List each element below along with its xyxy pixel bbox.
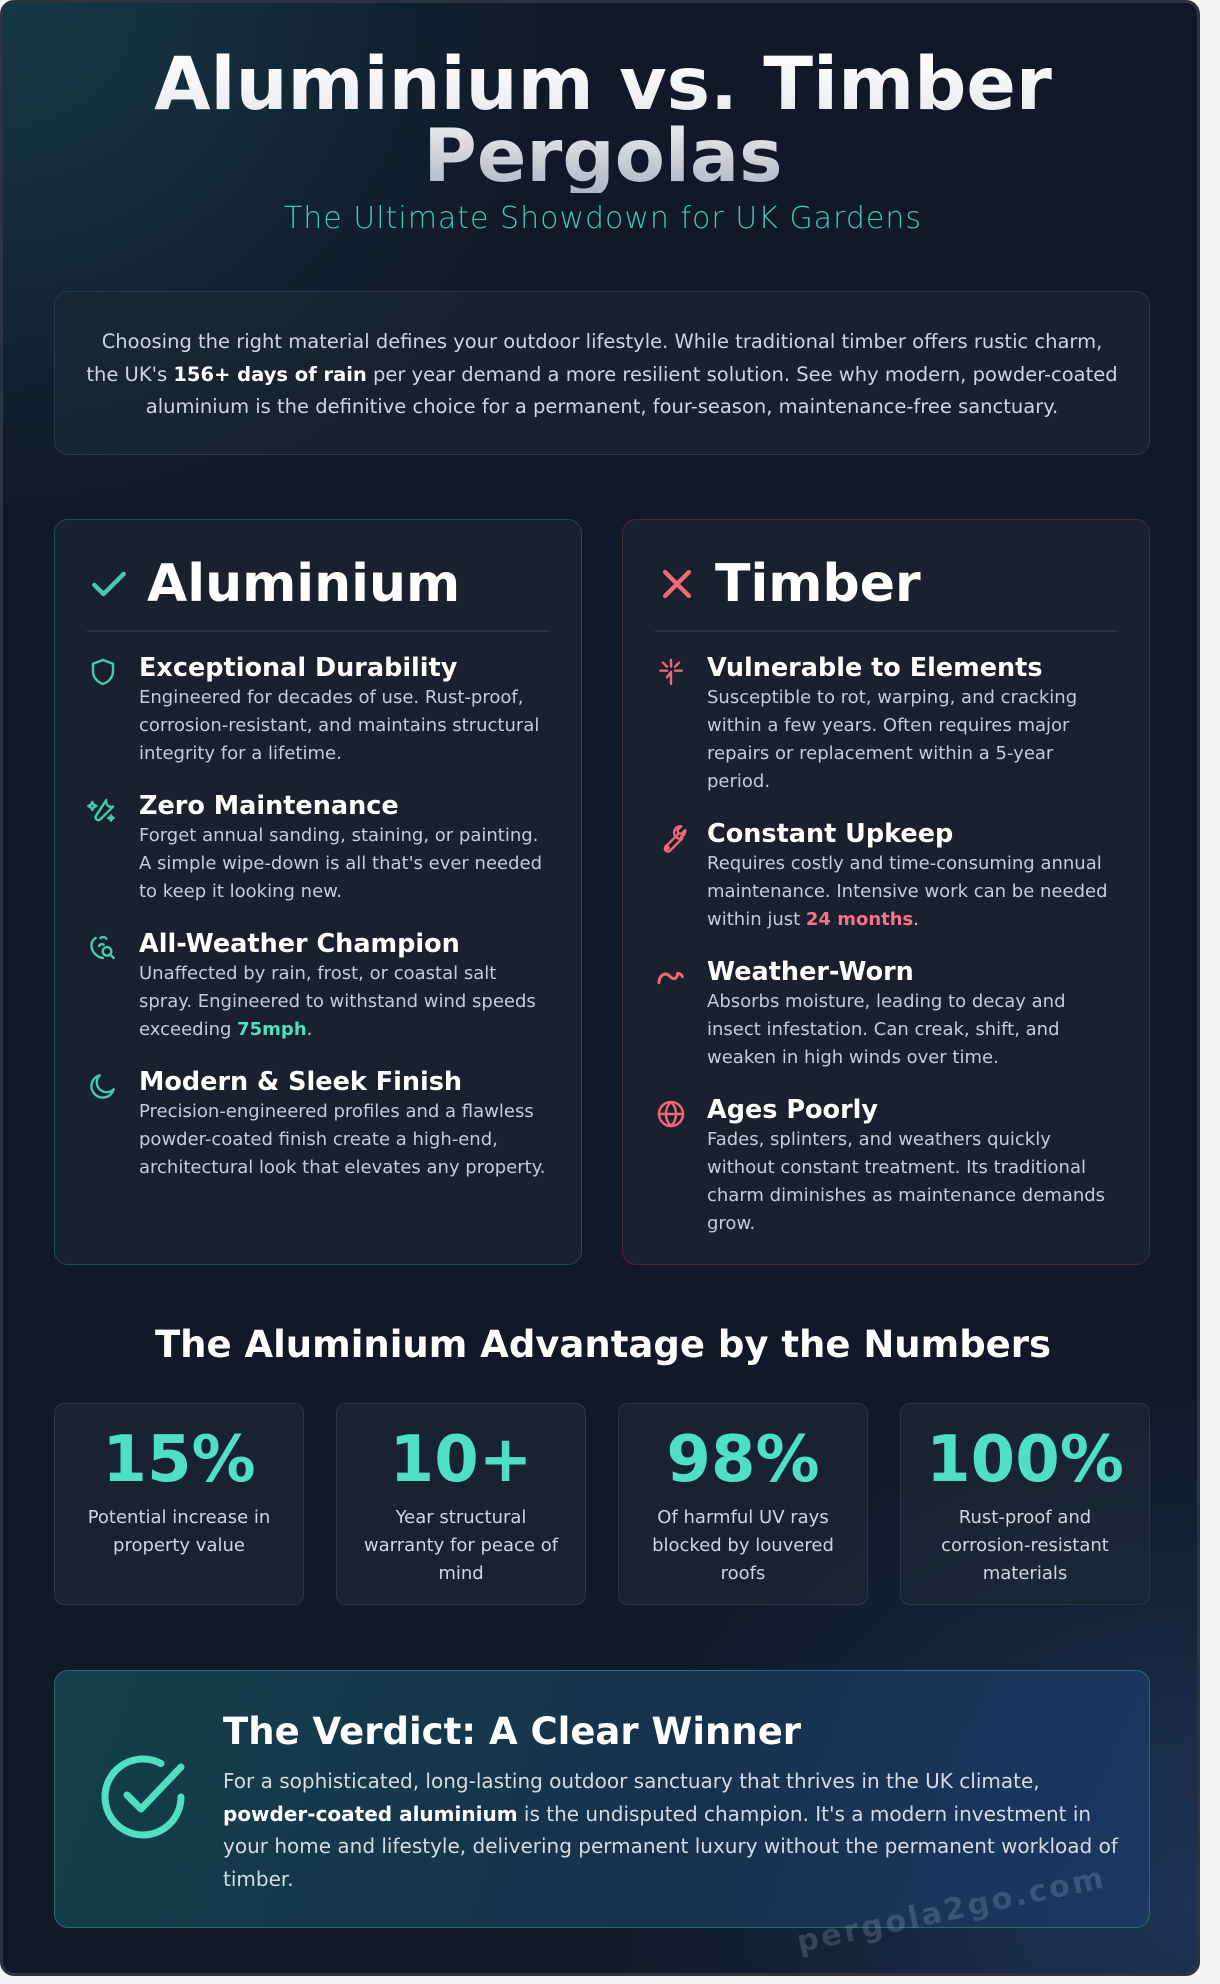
feature-title: Zero Maintenance	[139, 791, 399, 821]
feature-text: Fades, splinters, and weathers quickly without constant treatment. Its traditional charm diminishes as maintenance demands grow.	[707, 1129, 1106, 1234]
page-title: Aluminium vs. Timber Pergolas	[3, 49, 1200, 193]
intro-text-start: Choosing the right material defines your outdoor lifestyle. While traditional timber offers rustic charm, the UK's	[86, 330, 1103, 386]
verdict-text-start: For a sophisticated, long-lasting outdoor sanctuary that thrives in the UK climate,	[223, 1769, 1040, 1793]
verdict-text	[223, 1765, 1123, 1895]
intro-panel	[54, 291, 1150, 455]
wind-speed-highlight: 75mph	[237, 1019, 307, 1040]
shield-icon	[87, 656, 119, 688]
feature-text: Forget annual sanding, staining, or painting. A simple wipe-down is all that's ever needed to keep it looking new.	[139, 825, 543, 902]
timber-feature-list	[655, 652, 1117, 1238]
feature-title: Weather-Worn	[707, 957, 914, 987]
aluminium-feature-list	[87, 652, 549, 1182]
globe-icon	[655, 1098, 687, 1130]
upkeep-highlight: 24 months	[805, 909, 914, 930]
intro-text-end: per year demand a more resilient solution. See why modern, powder-coated aluminium is the definitive choice for a permanent, four-season, maintenance-free sanctuary.	[145, 362, 1118, 418]
check-circle-icon	[97, 1751, 189, 1843]
timber-feature	[655, 1094, 1117, 1238]
timber-card	[622, 519, 1150, 1265]
feature-text-end: .	[306, 1019, 313, 1040]
timber-feature	[655, 956, 1117, 1072]
check-icon	[87, 562, 131, 606]
aluminium-feature	[87, 1066, 549, 1182]
feature-title: Exceptional Durability	[139, 653, 458, 683]
stat-label: Potential increase in property value	[87, 1507, 271, 1556]
feature-text: Precision-engineered profiles and a flawless powder-coated finish create a high-end, architectural look that elevates any property.	[139, 1101, 546, 1178]
verdict-highlight: powder-coated aluminium	[223, 1801, 518, 1826]
stats-heading: The Aluminium Advantage by the Numbers	[154, 1323, 1052, 1366]
page-subtitle: The Ultimate Showdown for UK Gardens	[283, 201, 923, 236]
stat-label: Rust-proof and corrosion-resistant materials	[941, 1507, 1109, 1584]
stat-value: 10+	[389, 1423, 533, 1497]
cross-icon	[655, 562, 699, 606]
stat-card-uv-blocked	[618, 1403, 868, 1605]
feature-text: Absorbs moisture, leading to decay and insect infestation. Can creak, shift, and weaken in high winds over time.	[707, 991, 1066, 1068]
crack-icon	[655, 656, 687, 688]
aluminium-card	[54, 519, 582, 1265]
moon-icon	[87, 1070, 119, 1102]
feature-text	[139, 960, 549, 1044]
timber-feature	[655, 652, 1117, 796]
wrench-icon	[655, 822, 687, 854]
stat-value: 15%	[102, 1423, 256, 1497]
stat-label: Of harmful UV rays blocked by louvered roofs	[652, 1507, 834, 1584]
feature-title: Constant Upkeep	[707, 819, 954, 849]
stat-label: Year structural warranty for peace of mind	[363, 1507, 559, 1584]
feature-title: Vulnerable to Elements	[707, 653, 1043, 683]
stat-value: 98%	[666, 1423, 820, 1497]
timber-feature	[655, 818, 1117, 934]
worm-icon	[655, 960, 687, 992]
aluminium-feature	[87, 790, 549, 906]
feature-title: All-Weather Champion	[139, 929, 460, 959]
feature-text-end: .	[913, 909, 920, 930]
feature-text	[707, 850, 1117, 934]
stat-value: 100%	[926, 1423, 1124, 1497]
verdict-title: The Verdict: A Clear Winner	[223, 1710, 802, 1753]
stat-card-warranty	[336, 1403, 586, 1605]
aluminium-card-header	[87, 548, 549, 632]
wrench-sparkle-icon	[87, 794, 119, 826]
feature-title: Modern & Sleek Finish	[139, 1067, 463, 1097]
watermark: pergola2go.com	[793, 1860, 1110, 1960]
feature-text: Engineered for decades of use. Rust-proof, corrosion-resistant, and maintains structural integrity for a lifetime.	[139, 687, 540, 764]
feature-title: Ages Poorly	[707, 1095, 879, 1125]
stat-card-property-value	[54, 1403, 304, 1605]
stat-card-rust-proof	[900, 1403, 1150, 1605]
timber-card-header	[655, 548, 1117, 632]
aluminium-title: Aluminium	[147, 554, 461, 614]
intro-highlight: 156+ days of rain	[173, 362, 367, 386]
aluminium-feature	[87, 928, 549, 1044]
verdict-text-end: is the undisputed champion. It's a modern investment in your home and lifestyle, delivering permanent luxury without the permanent workload of timber.	[223, 1801, 1118, 1891]
feature-text-start: Requires costly and time-consuming annual maintenance. Intensive work can be needed within just	[707, 853, 1108, 930]
wind-icon	[87, 932, 119, 964]
feature-text-start: Unaffected by rain, frost, or coastal salt spray. Engineered to withstand wind speeds exceeding	[139, 963, 536, 1040]
timber-title: Timber	[715, 554, 921, 614]
feature-text: Susceptible to rot, warping, and cracking within a few years. Often requires major repairs or replacement within a 5-year period.	[707, 687, 1078, 792]
aluminium-feature	[87, 652, 549, 768]
